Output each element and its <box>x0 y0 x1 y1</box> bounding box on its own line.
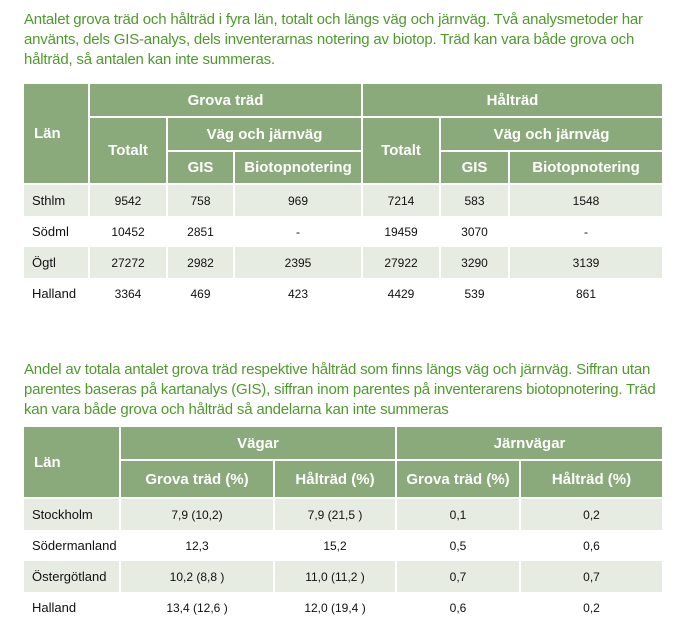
table2-caption: Andel av totala antalet grova träd respektive hålträd som finns längs väg och järnväg. Siffran utan parentes baseras på kartanalys (GIS), siffran inom parentes på inventerarens biotopnotering. Träd kan vara både grova och hålträd så andelarna kan inte summeras <box>24 361 656 418</box>
row-lan: Halland <box>24 278 90 309</box>
cell-vagar-hal: 15,2 <box>275 530 397 561</box>
header-jarnvagar: Järnvägar <box>397 427 664 461</box>
cell-hal-gis: 3290 <box>441 247 510 278</box>
header-lan: Län <box>24 427 121 499</box>
cell-grova-totalt: 9542 <box>90 185 168 216</box>
header-hal-gis: GIS <box>441 152 510 185</box>
header-vagar-grova: Grova träd (%) <box>121 461 275 499</box>
cell-hal-totalt: 27922 <box>363 247 441 278</box>
cell-grova-gis: 469 <box>168 278 235 309</box>
cell-grova-totalt: 10452 <box>90 216 168 247</box>
table-row <box>24 278 664 309</box>
row-lan: Stockholm <box>24 499 121 530</box>
cell-hal-gis: 539 <box>441 278 510 309</box>
cell-hal-gis: 583 <box>441 185 510 216</box>
cell-jarnvagar-hal: 0,7 <box>521 561 664 592</box>
cell-grova-totalt: 27272 <box>90 247 168 278</box>
cell-jarnvagar-hal: 0,2 <box>521 499 664 530</box>
row-lan: Halland <box>24 592 121 623</box>
cell-jarnvagar-grova: 0,5 <box>397 530 521 561</box>
cell-grova-gis: 2851 <box>168 216 235 247</box>
cell-jarnvagar-grova: 0,7 <box>397 561 521 592</box>
cell-vagar-grova: 10,2 (8,8 ) <box>121 561 275 592</box>
cell-grova-gis: 758 <box>168 185 235 216</box>
header-jarnvagar-grova: Grova träd (%) <box>397 461 521 499</box>
row-lan: Östergötland <box>24 561 121 592</box>
cell-vagar-hal: 7,9 (21,5 ) <box>275 499 397 530</box>
header-vagar-hal: Hålträd (%) <box>275 461 397 499</box>
header-grova-trad: Grova träd <box>90 84 363 118</box>
header-hal-vag-jarnvag: Väg och järnväg <box>441 118 664 152</box>
trees-count-table <box>24 84 664 309</box>
table1-caption: Antalet grova träd och hålträd i fyra län, totalt och längs väg och järnväg. Två analysmetoder har använts, dels GIS-analys, dels inventerarnas notering av biotop. Träd kan vara både grova och hålträd, så antalen kan inte summeras. <box>24 11 643 68</box>
cell-grova-biotop: - <box>235 216 363 247</box>
cell-hal-totalt: 4429 <box>363 278 441 309</box>
row-lan: Södermanland <box>24 530 121 561</box>
header-haltrad: Hålträd <box>363 84 664 118</box>
cell-jarnvagar-grova: 0,6 <box>397 592 521 623</box>
cell-grova-biotop: 423 <box>235 278 363 309</box>
cell-vagar-grova: 7,9 (10,2) <box>121 499 275 530</box>
cell-jarnvagar-hal: 0,2 <box>521 592 664 623</box>
cell-jarnvagar-grova: 0,1 <box>397 499 521 530</box>
cell-hal-gis: 3070 <box>441 216 510 247</box>
row-lan: Sthlm <box>24 185 90 216</box>
table-row <box>24 499 664 530</box>
header-jarnvagar-hal: Hålträd (%) <box>521 461 664 499</box>
header-grova-biotop: Biotopnotering <box>235 152 363 185</box>
header-lan: Län <box>24 84 90 185</box>
cell-vagar-grova: 12,3 <box>121 530 275 561</box>
table-row <box>24 216 664 247</box>
cell-grova-totalt: 3364 <box>90 278 168 309</box>
header-vagar: Vägar <box>121 427 397 461</box>
cell-hal-biotop: 3139 <box>510 247 664 278</box>
table-row <box>24 530 664 561</box>
header-grova-vag-jarnvag: Väg och järnväg <box>168 118 363 152</box>
header-grova-totalt: Totalt <box>90 118 168 185</box>
cell-vagar-grova: 13,4 (12,6 ) <box>121 592 275 623</box>
table-row <box>24 592 664 623</box>
row-lan: Södml <box>24 216 90 247</box>
cell-vagar-hal: 12,0 (19,4 ) <box>275 592 397 623</box>
cell-jarnvagar-hal: 0,6 <box>521 530 664 561</box>
header-grova-gis: GIS <box>168 152 235 185</box>
table-row <box>24 185 664 216</box>
header-hal-biotop: Biotopnotering <box>510 152 664 185</box>
cell-grova-biotop: 969 <box>235 185 363 216</box>
trees-share-table <box>24 427 664 623</box>
cell-grova-gis: 2982 <box>168 247 235 278</box>
cell-hal-totalt: 7214 <box>363 185 441 216</box>
cell-hal-biotop: 861 <box>510 278 664 309</box>
cell-vagar-hal: 11,0 (11,2 ) <box>275 561 397 592</box>
cell-hal-biotop: 1548 <box>510 185 664 216</box>
cell-hal-biotop: - <box>510 216 664 247</box>
cell-hal-totalt: 19459 <box>363 216 441 247</box>
row-lan: Ögtl <box>24 247 90 278</box>
table-row <box>24 561 664 592</box>
table-row <box>24 247 664 278</box>
cell-grova-biotop: 2395 <box>235 247 363 278</box>
header-hal-totalt: Totalt <box>363 118 441 185</box>
